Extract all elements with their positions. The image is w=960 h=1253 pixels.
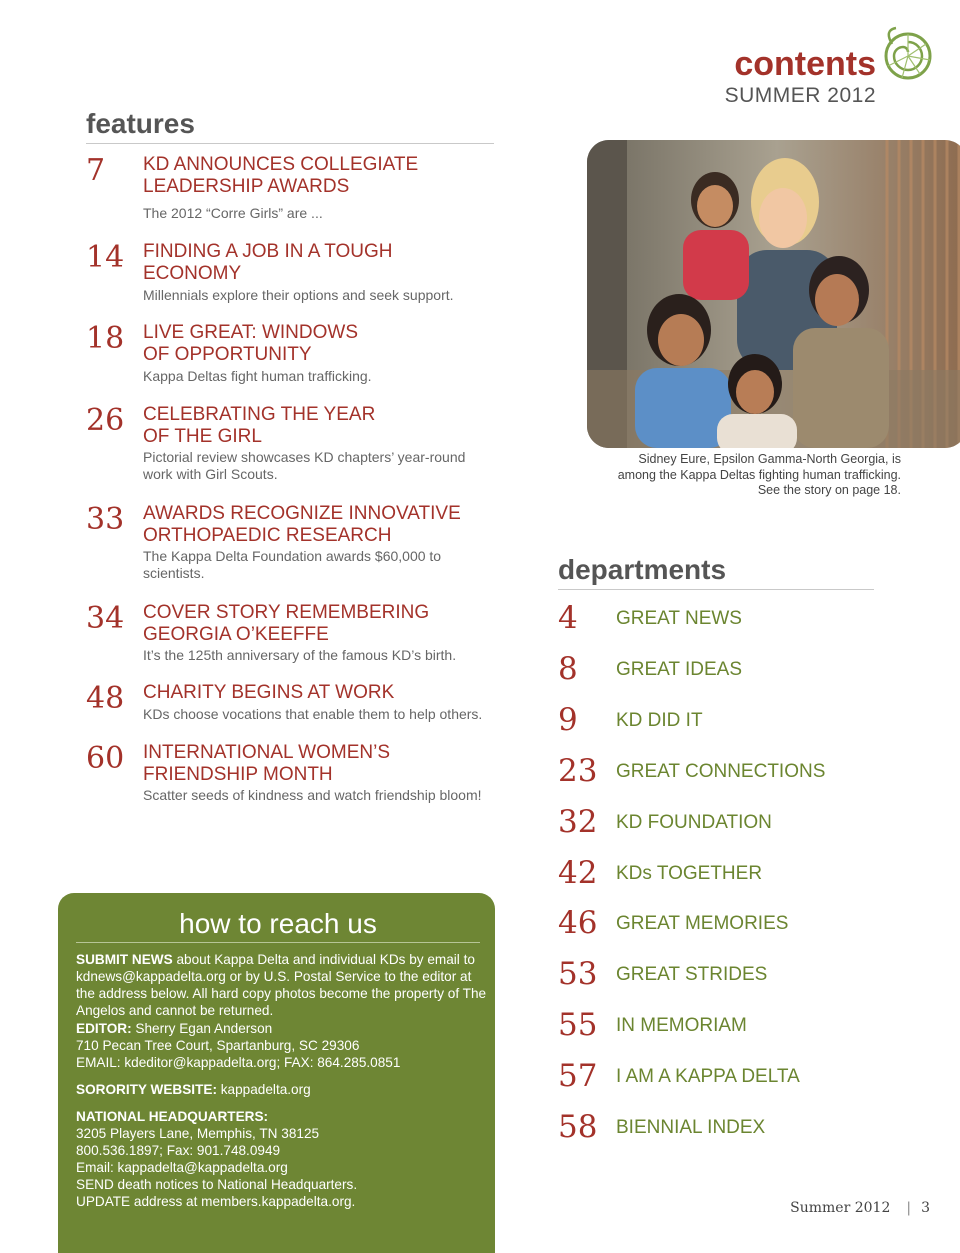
department-page: 58 (558, 1109, 598, 1145)
website-label: SORORITY WEBSITE: (76, 1082, 217, 1097)
headquarters-phone: 800.536.1897; Fax: 901.748.0949 (76, 1143, 281, 1158)
department-label: I AM A KAPPA DELTA (616, 1066, 800, 1087)
department-page: 23 (558, 753, 598, 789)
issue-date: SUMMER 2012 (724, 84, 876, 107)
feature-desc: Kappa Deltas fight human trafficking. (143, 368, 372, 384)
feature-page: 33 (86, 502, 125, 537)
death-notices-text: SEND death notices to National Headquarters. (76, 1177, 358, 1192)
contents-title: contents (734, 45, 876, 83)
departments-heading: departments (558, 554, 874, 590)
feature-title: KD ANNOUNCES COLLEGIATE LEADERSHIP AWARDS (143, 154, 419, 197)
feature-title: FINDING A JOB IN A TOUGH ECONOMY (143, 241, 393, 284)
department-page: 4 (558, 600, 578, 636)
department-page: 57 (558, 1058, 598, 1094)
how-to-reach-us-panel (58, 893, 495, 1253)
photo-illustration (587, 140, 960, 448)
department-item[interactable] (558, 956, 888, 996)
website-link[interactable]: kappadelta.org (216, 1082, 311, 1097)
department-page: 9 (558, 702, 578, 738)
features-heading: features (86, 108, 494, 144)
department-label: KDs TOGETHER (616, 863, 763, 884)
feature-desc: KDs choose vocations that enable them to help others. (143, 706, 483, 722)
folio-page-number: 3 (921, 1200, 930, 1216)
editor-name: Sherry Egan Anderson (131, 1021, 273, 1036)
feature-page: 7 (86, 153, 106, 188)
feature-page: 60 (86, 741, 125, 776)
feature-title: CHARITY BEGINS AT WORK (143, 682, 395, 703)
feature-title: INTERNATIONAL WOMEN’S FRIENDSHIP MONTH (143, 742, 391, 785)
update-address-text: UPDATE address at members.kappadelta.org. (76, 1194, 356, 1209)
department-item[interactable] (558, 1109, 888, 1149)
submit-news-text: about Kappa Delta and individual KDs by email to kdnews@kappadelta.org or by U.S. Postal Service to the editor at the address below. All hard copy photos become the property of The Angelos and cannot be returned. (76, 952, 487, 1018)
department-label: IN MEMORIAM (616, 1015, 747, 1036)
submit-news-label: SUBMIT NEWS (76, 952, 173, 967)
page-folio (790, 1200, 930, 1216)
feature-title: LIVE GREAT: WINDOWS OF OPPORTUNITY (143, 322, 359, 365)
feature-page: 34 (86, 601, 125, 636)
folio-divider: | (906, 1200, 912, 1216)
department-label: GREAT CONNECTIONS (616, 761, 826, 782)
department-page: 8 (558, 651, 578, 687)
feature-desc: The 2012 “Corre Girls” are ... (143, 205, 323, 221)
department-item[interactable] (558, 905, 888, 945)
feature-desc: Millennials explore their options and seek support. (143, 287, 454, 303)
department-item[interactable] (558, 753, 888, 793)
department-label: GREAT IDEAS (616, 659, 742, 680)
nautilus-shell-icon (878, 24, 932, 84)
headquarters-paragraph (76, 1108, 491, 1210)
folio-issue: Summer 2012 (790, 1200, 891, 1216)
headquarters-email: Email: kappadelta@kappadelta.org (76, 1160, 288, 1175)
feature-desc: Pictorial review showcases KD chapters’ year-round work with Girl Scouts. (143, 449, 466, 482)
feature-page: 48 (86, 681, 125, 716)
editor-paragraph (76, 1020, 491, 1071)
submit-news-paragraph (76, 951, 491, 1019)
masthead (725, 44, 876, 108)
department-item[interactable] (558, 855, 888, 895)
department-item[interactable] (558, 1007, 888, 1047)
department-label: KD DID IT (616, 710, 703, 731)
department-page: 53 (558, 956, 598, 992)
feature-page: 26 (86, 403, 125, 438)
feature-desc: Scatter seeds of kindness and watch friendship bloom! (143, 787, 482, 803)
department-label: GREAT NEWS (616, 608, 742, 629)
department-item[interactable] (558, 651, 888, 691)
department-item[interactable] (558, 1058, 888, 1098)
editor-address: 710 Pecan Tree Court, Spartanburg, SC 29306 (76, 1038, 360, 1053)
cover-photo (587, 140, 960, 448)
editor-label: EDITOR: (76, 1021, 132, 1036)
website-paragraph (76, 1081, 491, 1098)
department-item[interactable] (558, 702, 888, 742)
department-item[interactable] (558, 804, 888, 844)
photo-caption: Sidney Eure, Epsilon Gamma-North Georgia, is among the Kappa Deltas fighting human trafficking. See the story on page 18. (617, 452, 901, 497)
department-page: 46 (558, 905, 598, 941)
department-label: GREAT MEMORIES (616, 913, 789, 934)
department-label: BIENNIAL INDEX (616, 1117, 766, 1138)
reach-heading: how to reach us (76, 907, 480, 943)
feature-desc: The Kappa Delta Foundation awards $60,000 to scientists. (143, 548, 442, 581)
department-item[interactable] (558, 600, 888, 640)
headquarters-address: 3205 Players Lane, Memphis, TN 38125 (76, 1126, 320, 1141)
feature-page: 14 (86, 240, 125, 275)
headquarters-label: NATIONAL HEADQUARTERS: (76, 1109, 269, 1124)
feature-page: 18 (86, 321, 125, 356)
department-label: KD FOUNDATION (616, 812, 772, 833)
feature-title: COVER STORY REMEMBERING GEORGIA O’KEEFFE (143, 602, 430, 645)
feature-desc: It’s the 125th anniversary of the famous KD’s birth. (143, 647, 457, 663)
editor-contact: EMAIL: kdeditor@kappadelta.org; FAX: 864.285.0851 (76, 1055, 401, 1070)
department-page: 32 (558, 804, 598, 840)
feature-title: AWARDS RECOGNIZE INNOVATIVE ORTHOPAEDIC RESEARCH (143, 503, 461, 546)
department-page: 42 (558, 855, 598, 891)
feature-title: CELEBRATING THE YEAR OF THE GIRL (143, 404, 376, 447)
department-label: GREAT STRIDES (616, 964, 768, 985)
department-page: 55 (558, 1007, 598, 1043)
